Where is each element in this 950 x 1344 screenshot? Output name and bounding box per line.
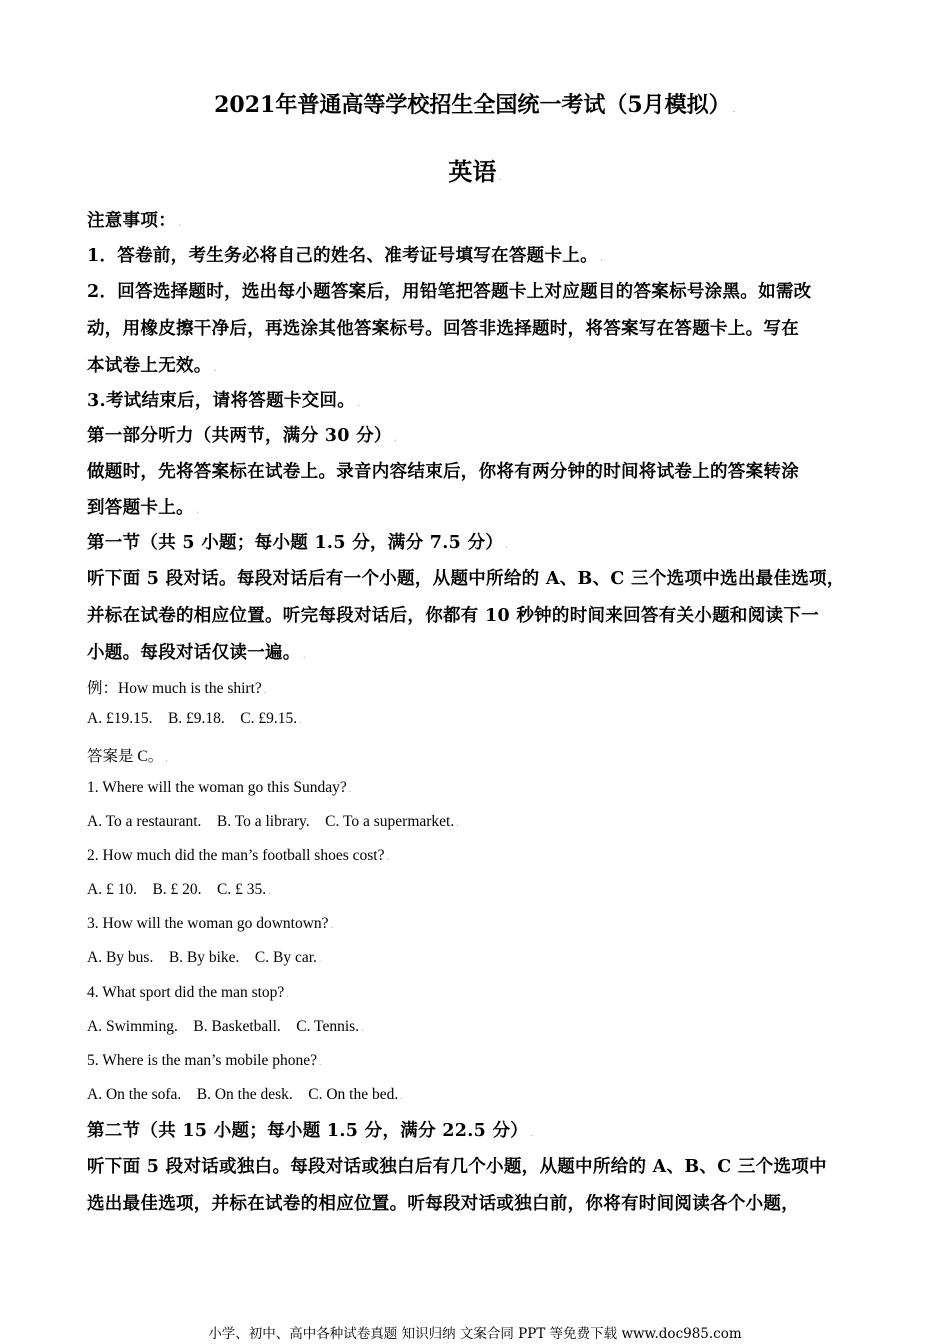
question-5: 5. Where is the man’s mobile phone? . <box>87 1052 322 1069</box>
section-two-instruction: 听下面 5 段对话或独白。每段对话或独白后有几个小题，从题中所给的 A、B、C 三个选项中 <box>87 1157 827 1177</box>
question-1-options: A. To a restaurant. B. To a library. C. To a supermarket. . <box>87 813 459 830</box>
notice-item-2-cont: 动，用橡皮擦干净后，再选涂其他答案标号。回答非选择题时，将答案写在答题卡上。写在 <box>87 319 799 339</box>
question-3-options: A. By bus. B. By bike. C. By car. . <box>87 949 322 966</box>
exam-title: 2021年普通高等学校招生全国统一考试（5月模拟） . <box>214 92 736 118</box>
notice-heading: 注意事项： . <box>87 211 182 231</box>
question-3: 3. How will the woman go downtown? . <box>87 915 334 932</box>
section-two-heading: 第二节（共 15 小题；每小题 1.5 分，满分 22.5 分） . <box>87 1121 534 1141</box>
part-one-instruction-cont: 到答题卡上。 . <box>87 498 200 518</box>
exam-subject: 英语 . <box>448 157 502 186</box>
part-one-heading: 第一部分听力（共两节，满分 30 分） . <box>87 426 398 446</box>
example-question: 例：How much is the shirt? . <box>87 680 267 697</box>
section-one-heading: 第一节（共 5 小题；每小题 1.5 分，满分 7.5 分） . <box>87 533 509 553</box>
notice-item-1: 1．答卷前，考生务必将自己的姓名、准考证号填写在答题卡上。 . <box>87 246 604 266</box>
page-footer: 小学、初中、高中各种试卷真题 知识归纳 文案合同 PPT 等免费下载 www.doc985.com <box>208 1326 742 1342</box>
question-1: 1. Where will the woman go this Sunday? . <box>87 779 352 796</box>
question-2: 2. How much did the man’s football shoes cost? . <box>87 847 389 864</box>
notice-item-2: 2．回答选择题时，选出每小题答案后，用铅笔把答题卡上对应题目的答案标号涂黑。如需改 <box>87 282 812 302</box>
section-one-instruction-cont: 并标在试卷的相应位置。听完每段对话后，你都有 10 秒钟的时间来回答有关小题和阅读下一 <box>87 606 819 626</box>
question-2-options: A. £ 10. B. £ 20. C. £ 35. . <box>87 881 271 898</box>
question-5-options: A. On the sofa. B. On the desk. C. On the bed. . <box>87 1086 403 1103</box>
question-4: 4. What sport did the man stop? . <box>87 984 289 1001</box>
notice-item-3: 3.考试结束后，请将答题卡交回。 . <box>87 391 361 411</box>
question-4-options: A. Swimming. B. Basketball. C. Tennis. . <box>87 1018 364 1035</box>
notice-item-2-end: 本试卷上无效。 . <box>87 356 218 376</box>
section-one-instruction-end: 小题。每段对话仅读一遍。 . <box>87 643 307 663</box>
example-answer: 答案是 C。 . <box>87 748 168 765</box>
section-two-instruction-cont: 选出最佳选项，并标在试卷的相应位置。听每段对话或独白前，你将有时间阅读各个小题， <box>87 1194 799 1214</box>
example-options: A. £19.15. B. £9.18. C. £9.15. . <box>87 710 302 727</box>
section-one-instruction: 听下面 5 段对话。每段对话后有一个小题，从题中所给的 A、B、C 三个选项中选出最佳选项， <box>87 569 845 589</box>
part-one-instruction: 做题时，先将答案标在试卷上。录音内容结束后，你将有两分钟的时间将试卷上的答案转涂 <box>87 462 799 482</box>
